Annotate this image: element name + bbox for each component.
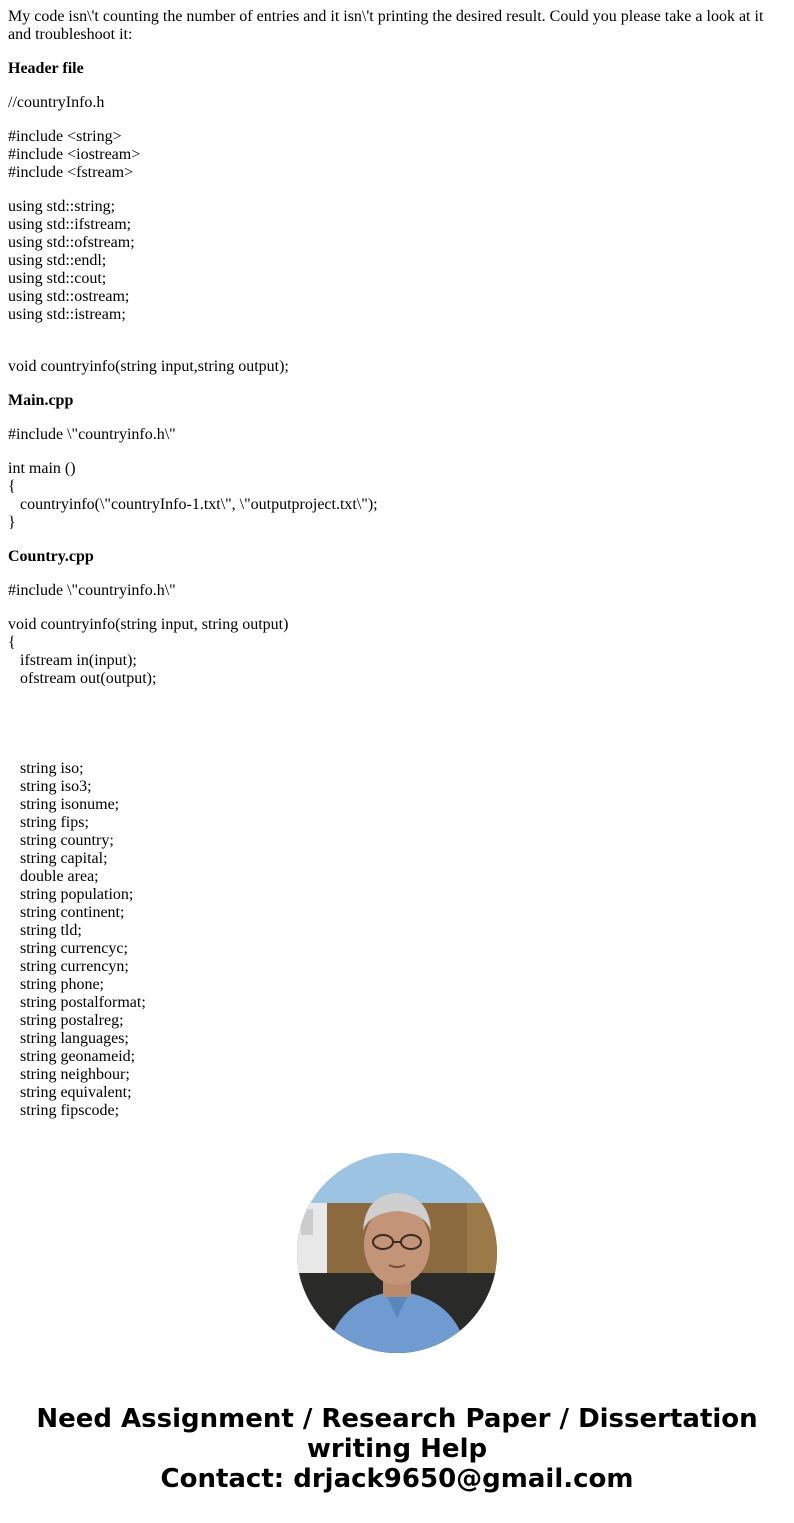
code-line: #include <iostream> [8,146,141,163]
code-line: string country; [20,832,114,849]
code-line: using std::endl; [8,252,107,269]
header-usings [8,198,786,342]
code-line: double area; [20,868,99,885]
code-line: string capital; [20,850,108,867]
code-line: string equivalent; [20,1084,132,1101]
promo-contact: Contact: drjack9650@gmail.com [160,1464,634,1494]
code-line: } [8,514,16,531]
header-declaration: void countryinfo(string input,string output); [8,358,289,375]
code-line: string iso3; [20,778,92,795]
code-line: string postalformat; [20,994,146,1011]
code-line: string phone; [20,976,104,993]
country-cpp-heading: Country.cpp [8,548,94,565]
blank-line [8,706,786,724]
header-includes [8,128,786,182]
header-file-heading: Header file [8,60,84,77]
portrait-image [297,1153,497,1353]
code-line: int main () [8,460,76,477]
main-cpp-heading: Main.cpp [8,392,74,409]
main-cpp-include: #include \"countryinfo.h\" [8,426,176,443]
code-line: using std::ostream; [8,288,130,305]
blank-line [8,742,786,760]
main-function [8,460,786,532]
code-line: string currencyc; [20,940,128,957]
promo-banner [0,1404,794,1494]
code-line: using std::ifstream; [8,216,132,233]
code-line: string fipscode; [20,1102,120,1119]
code-line: countryinfo(\"countryInfo-1.txt\", \"outputproject.txt\"); [20,496,378,513]
code-line: #include <fstream> [8,164,134,181]
code-line: ofstream out(output); [20,670,157,687]
code-line: string currencyn; [20,958,129,975]
code-line: string fips; [20,814,89,831]
code-line: #include <string> [8,128,122,145]
question-content [8,8,786,1136]
intro-text: My code isn\'t counting the number of entries and it isn\'t printing the desired result. Could you please take a look at it and troubleshoot it: [8,8,764,43]
code-line: string geonameid; [20,1048,136,1065]
promo-line: Need Assignment / Research Paper / Dissertation [36,1404,758,1434]
code-line: using std::string; [8,198,116,215]
code-line: using std::ofstream; [8,234,135,251]
code-line: { [8,478,16,495]
country-cpp-include: #include \"countryinfo.h\" [8,582,176,599]
code-line: void countryinfo(string input, string output) [8,616,289,633]
code-line: string languages; [20,1030,129,1047]
code-line: string iso; [20,760,84,777]
code-line: using std::istream; [8,306,126,323]
code-line: string neighbour; [20,1066,130,1083]
blank-line [8,688,786,706]
promo-line: writing Help [306,1434,488,1464]
code-line: { [8,634,16,651]
code-line: string continent; [20,904,125,921]
code-line: string isonume; [20,796,120,813]
blank-line [8,324,786,342]
author-avatar [297,1153,497,1353]
code-line: string population; [20,886,134,903]
code-line: string tld; [20,922,82,939]
country-function-start [8,616,786,1120]
header-file-comment: //countryInfo.h [8,94,105,111]
code-line: using std::cout; [8,270,107,287]
code-line: ifstream in(input); [20,652,137,669]
blank-line [8,724,786,742]
code-line: string postalreg; [20,1012,124,1029]
